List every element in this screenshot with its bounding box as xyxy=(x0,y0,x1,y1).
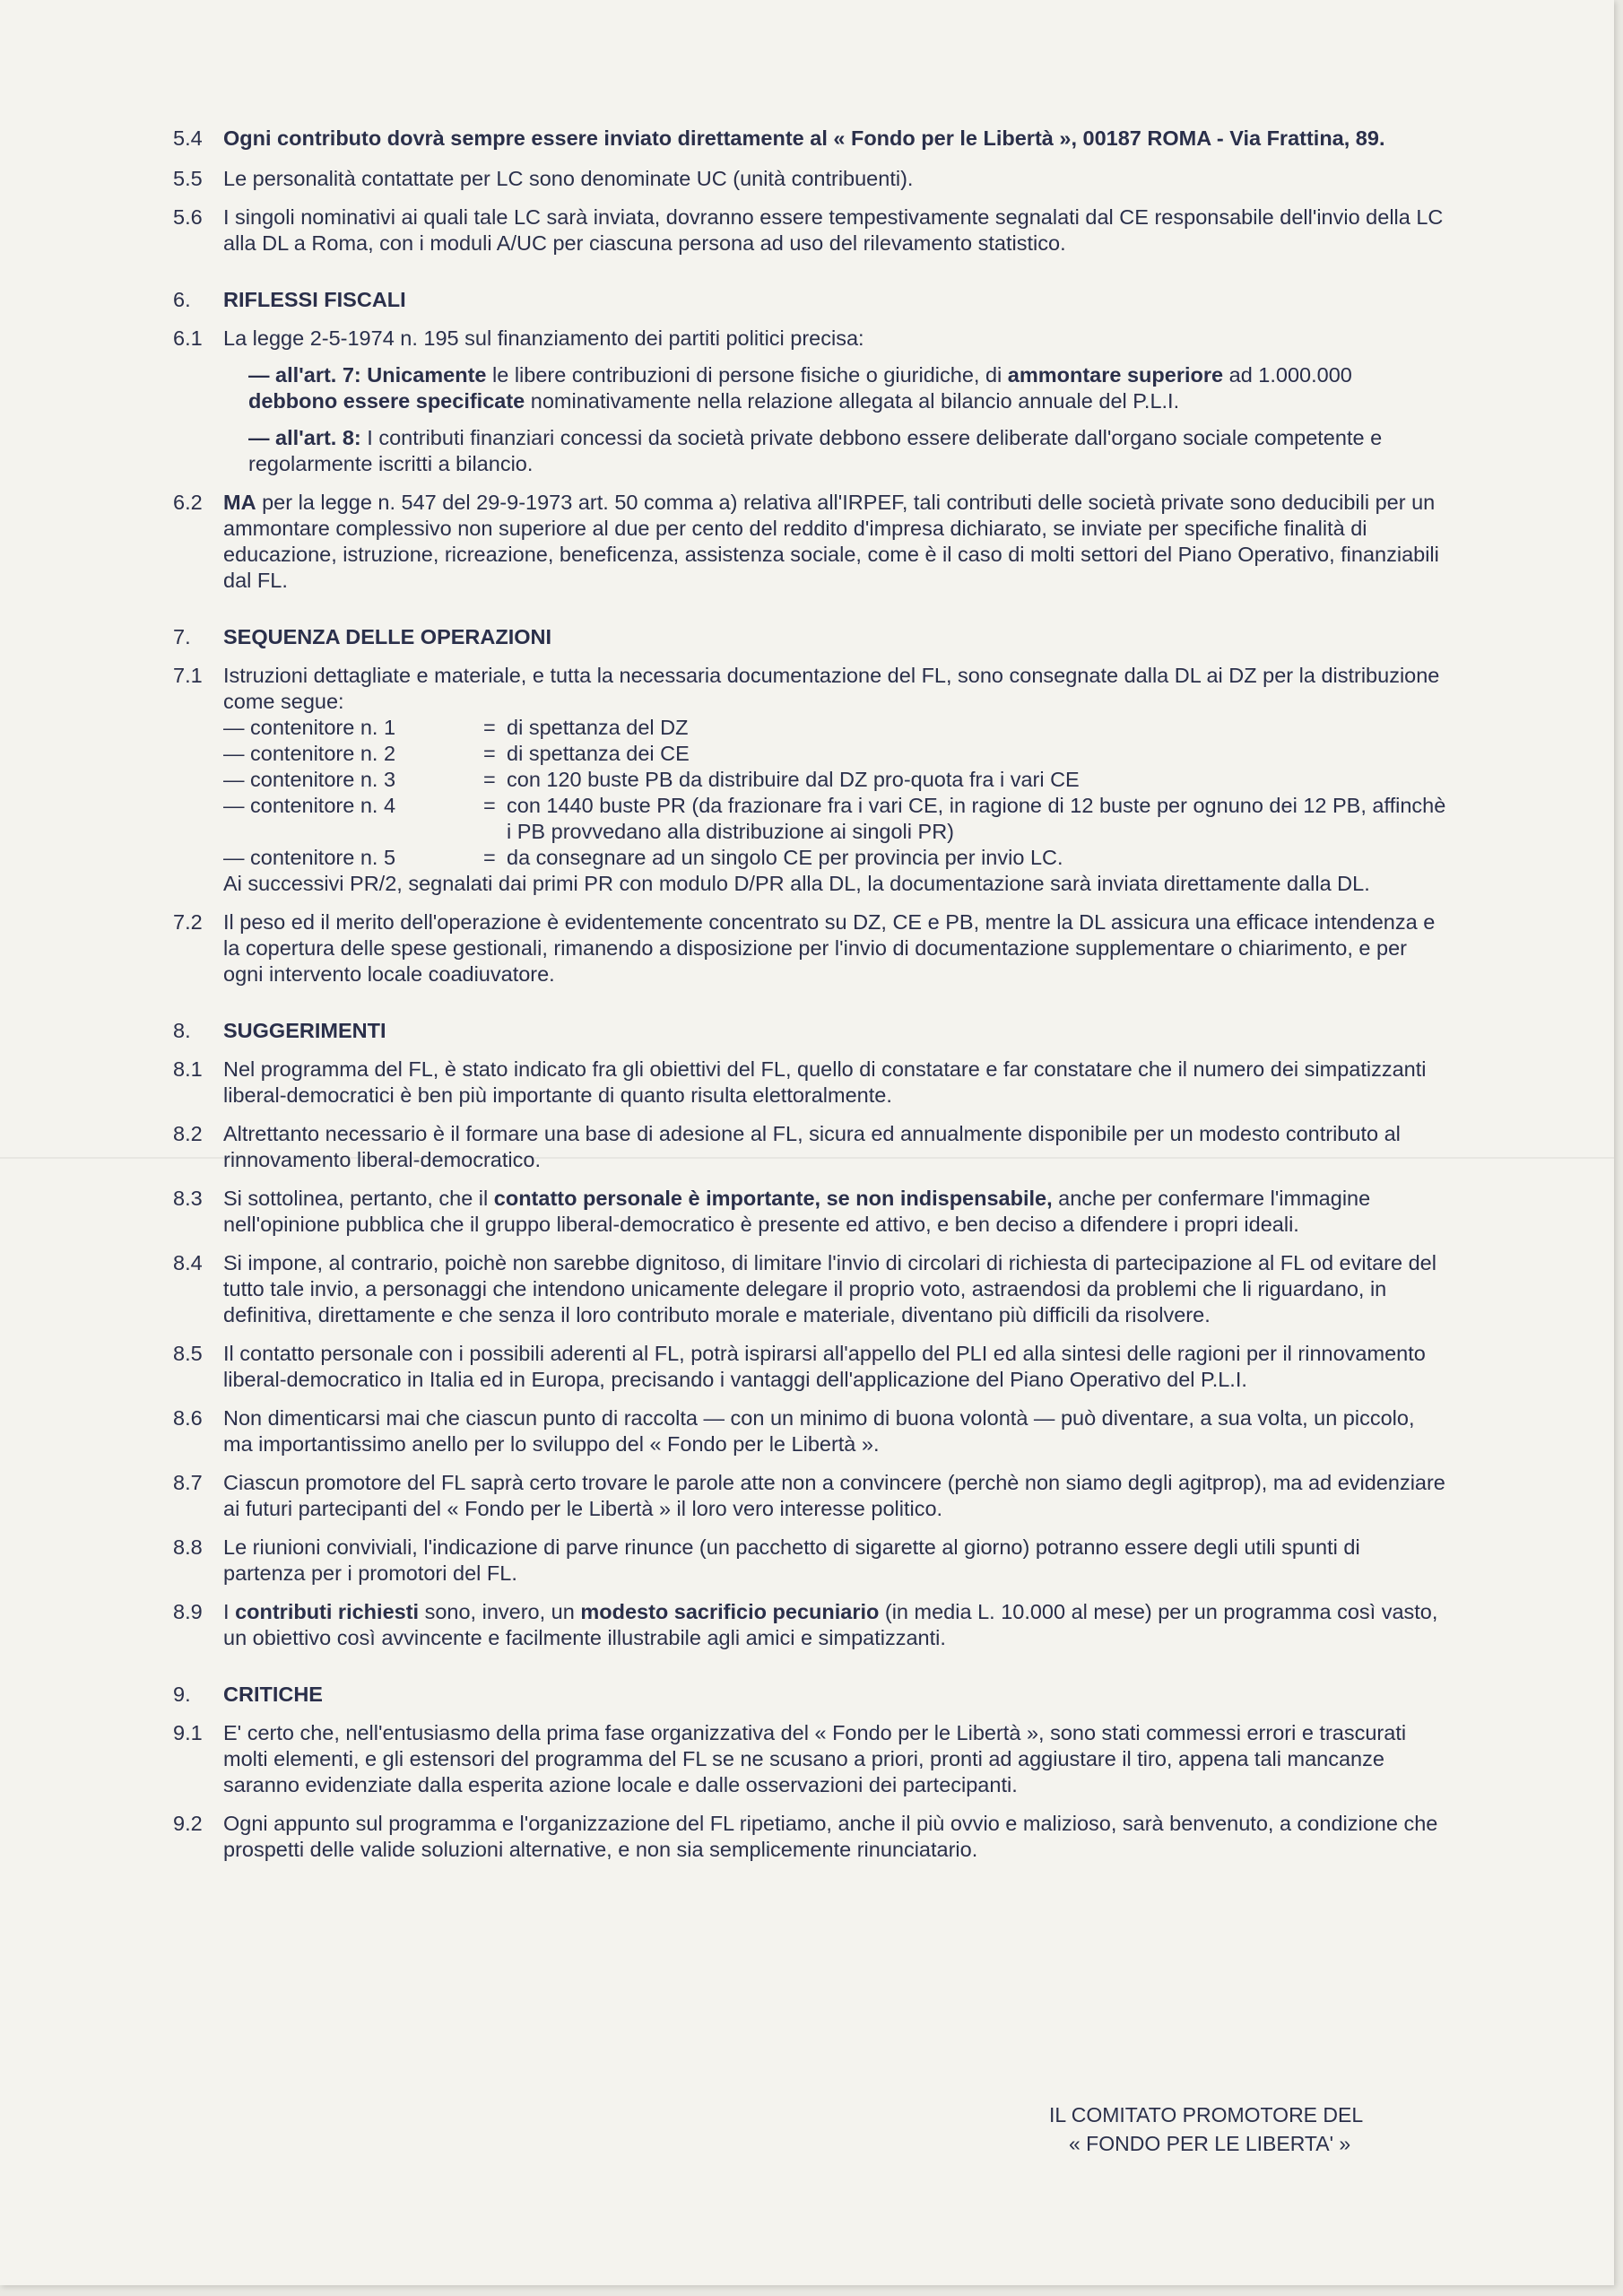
paragraph-text: Non dimenticarsi mai che ciascun punto di raccolta — con un minimo di buona volontà — può diventare, a sua volta, un piccolo, ma importantissimo anello per lo sviluppo del « Fondo per le Libertà ». xyxy=(223,1406,1415,1456)
paragraph-number: 5.4 xyxy=(173,126,203,150)
container-description: con 120 buste PB da distribuire dal DZ pro-quota fra i vari CE xyxy=(507,768,1080,791)
section-title: RIFLESSI FISCALI xyxy=(223,288,406,311)
paragraph-text: Le personalità contattate per LC sono denominate UC (unità contribuenti). xyxy=(223,167,914,190)
paragraph-9-2 xyxy=(173,1811,1446,1863)
article-8-text: I contributi finanziari concessi da società private debbono essere deliberate dall'organo sociale competente e regolarmente iscritti a bilancio. xyxy=(248,426,1383,475)
paragraph-text: La legge 2-5-1974 n. 195 sul finanziamento dei partiti politici precisa: xyxy=(223,326,864,350)
paragraph-text-a: Si sottolinea, pertanto, che il xyxy=(223,1187,494,1210)
paragraph-8-9 xyxy=(173,1599,1446,1651)
container-label: — contenitore n. 5 xyxy=(223,846,396,869)
container-description: di spettanza dei CE xyxy=(507,742,690,765)
paragraph-text-d: modesto sacrificio pecuniario xyxy=(580,1600,880,1623)
paragraph-text-c: sono, invero, un xyxy=(419,1600,581,1623)
signature-line-1: IL COMITATO PROMOTORE DEL xyxy=(1049,2103,1364,2126)
section-title: SUGGERIMENTI xyxy=(223,1019,386,1042)
signature-line-2: « FONDO PER LE LIBERTA' » xyxy=(1069,2132,1351,2155)
paragraph-number: 7.2 xyxy=(173,910,203,934)
paragraph-7-1 xyxy=(173,663,1446,897)
container-5-line xyxy=(223,845,1446,871)
paragraph-8-2 xyxy=(173,1121,1446,1173)
section-number: 6. xyxy=(173,288,191,311)
paragraph-number: 8.4 xyxy=(173,1251,203,1274)
container-3-line xyxy=(223,767,1446,793)
paragraph-text: Ciascun promotore del FL saprà certo trovare le parole atte non a convincere (perchè non siamo degli agitprop), ma ad evidenziare ai futuri partecipanti del « Fondo per le Libertà » il loro vero interesse politico. xyxy=(223,1471,1445,1520)
paragraph-8-5 xyxy=(173,1341,1446,1393)
paragraph-8-4 xyxy=(173,1250,1446,1328)
container-description: di spettanza del DZ xyxy=(507,716,689,739)
paragraph-text: Il peso ed il merito dell'operazione è evidentemente concentrato su DZ, CE e PB, mentre la DL assicura una efficace intendenza e la copertura delle spese gestionali, rimanendo a disposizione per l'invio di documentazione supplementare o chiarimento, e per ogni intervento locale coadiuvatore. xyxy=(223,910,1436,986)
paragraph-8-6 xyxy=(173,1405,1446,1457)
paragraph-number: 8.1 xyxy=(173,1057,203,1081)
equals-sign: = xyxy=(483,846,496,869)
paragraph-number: 5.6 xyxy=(173,205,203,229)
container-2-line xyxy=(223,741,1446,767)
paragraph-8-8 xyxy=(173,1535,1446,1587)
paragraph-number: 6.2 xyxy=(173,491,203,514)
section-number: 9. xyxy=(173,1683,191,1706)
section-heading-8 xyxy=(173,1018,1446,1044)
paragraph-text: Il contatto personale con i possibili aderenti al FL, potrà ispirarsi all'appello del PLI ed alla sintesi delle ragioni per il rinnovamento liberal-democratico in Italia ed in Europa, precisando i vantaggi dell'applicazione del Piano Operativo del P.L.I. xyxy=(223,1342,1426,1391)
paragraph-number: 8.9 xyxy=(173,1600,203,1623)
article-7-lead: — all'art. 7: Unicamente xyxy=(248,363,487,387)
signature-block xyxy=(1049,2100,1426,2158)
paragraph-number: 7.1 xyxy=(173,664,203,687)
equals-sign: = xyxy=(483,742,496,765)
paragraph-number: 8.8 xyxy=(173,1535,203,1559)
paragraph-text: Ogni appunto sul programma e l'organizzazione del FL ripetiamo, anche il più ovvio e malizioso, sarà benvenuto, a condizione che prospetti delle valide soluzioni alternative, e non sia semplicemente rinunciatario. xyxy=(223,1812,1438,1861)
container-label: — contenitore n. 3 xyxy=(223,768,396,791)
paragraph-text-e: (in media L. 10.000 al mese) per un programma così vasto, un obiettivo così avvincente e facilmente illustrabile agli amici e simpatizzanti. xyxy=(223,1600,1438,1649)
paragraph-lead: MA xyxy=(223,491,256,514)
paragraph-text: Le riunioni conviviali, l'indicazione di parve rinunce (un pacchetto di sigarette al giorno) potranno essere degli utili spunti di partenza per i promotori del FL. xyxy=(223,1535,1360,1585)
paragraph-number: 6.1 xyxy=(173,326,203,350)
article-8-item xyxy=(223,425,1446,477)
article-7-text-a: le libere contribuzioni di persone fisiche o giuridiche, di xyxy=(486,363,1008,387)
paragraph-number: 8.7 xyxy=(173,1471,203,1494)
section-title: CRITICHE xyxy=(223,1683,323,1706)
section-number: 8. xyxy=(173,1019,191,1042)
article-8-lead: — all'art. 8: xyxy=(248,426,361,449)
paragraph-text-b: contributi richiesti xyxy=(235,1600,420,1623)
equals-sign: = xyxy=(483,768,496,791)
paragraph-number: 8.3 xyxy=(173,1187,203,1210)
container-1-line xyxy=(223,715,1446,741)
paragraph-continuation: Ai successivi PR/2, segnalati dai primi PR con modulo D/PR alla DL, la documentazione sarà inviata direttamente dalla DL. xyxy=(223,872,1370,895)
paragraph-text: E' certo che, nell'entusiasmo della prima fase organizzativa del « Fondo per le Libertà », sono stati commessi errori e trascurati molti elementi, e gli estensori del programma del FL se ne scusano a priori, pronti ad aggiustare il tiro, appena tali mancanze saranno evidenziate dalla esperita azione locale e dalle osservazioni dei partecipanti. xyxy=(223,1721,1407,1796)
paragraph-5-5 xyxy=(173,166,1446,192)
paragraph-text: per la legge n. 547 del 29-9-1973 art. 50 comma a) relativa all'IRPEF, tali contributi delle società private sono deducibili per un ammontare complessivo non superiore al due per cento del reddito d'impresa dichiarato, se inviate per specifiche finalità di educazione, istruzione, ricreazione, beneficenza, assistenza sociale, come è il caso di molti settori del Piano Operativo, finanziabili dal FL. xyxy=(223,491,1439,592)
section-number: 7. xyxy=(173,625,191,648)
paragraph-text: Istruzioni dettagliate e materiale, e tutta la necessaria documentazione del FL, sono consegnate dalla DL ai DZ per la distribuzione come segue: xyxy=(223,664,1440,713)
container-description: da consegnare ad un singolo CE per provincia per invio LC. xyxy=(507,846,1063,869)
paragraph-number: 8.2 xyxy=(173,1122,203,1145)
paragraph-6-1 xyxy=(173,326,1446,477)
paragraph-text-c: anche per confermare l'immagine nell'opinione pubblica che il gruppo liberal-democratico è presente ed attivo, e ben deciso a difendere i propri ideali. xyxy=(223,1187,1371,1236)
article-7-text-e: nominativamente nella relazione allegata al bilancio annuale del P.L.I. xyxy=(525,389,1180,413)
container-label: — contenitore n. 1 xyxy=(223,716,396,739)
paragraph-8-3 xyxy=(173,1186,1446,1238)
paragraph-text: I singoli nominativi ai quali tale LC sarà inviata, dovranno essere tempestivamente segnalati dal CE responsabile dell'invio della LC alla DL a Roma, con i moduli A/UC per ciascuna persona ad uso del rilevamento statistico. xyxy=(223,205,1444,255)
container-description: con 1440 buste PR (da frazionare fra i vari CE, in ragione di 12 buste per ognuno dei 12 PB, affinchè i PB provvedano alla distribuzione ai singoli PR) xyxy=(507,794,1446,843)
article-7-text-b: ammontare superiore xyxy=(1007,363,1224,387)
paragraph-7-2 xyxy=(173,909,1446,987)
paragraph-text: Nel programma del FL, è stato indicato fra gli obiettivi del FL, quello di constatare e far constatare che il numero dei simpatizzanti liberal-democratici è ben più importante di quanto risulta elettoralmente. xyxy=(223,1057,1427,1107)
article-7-item xyxy=(223,362,1446,414)
paragraph-8-7 xyxy=(173,1470,1446,1522)
paragraph-number: 5.5 xyxy=(173,167,203,190)
paragraph-text: Si impone, al contrario, poichè non sarebbe dignitoso, di limitare l'invio di circolari di richiesta di partecipazione al FL od evitare del tutto tale invio, a personaggi che intendono unicamente delegare il proprio voto, astraendosi da problemi che li riguardano, in definitiva, direttamente e che senza il loro contributo morale e materiale, diventano più difficili da risolvere. xyxy=(223,1251,1436,1326)
container-label: — contenitore n. 4 xyxy=(223,794,396,817)
paragraph-number: 8.6 xyxy=(173,1406,203,1430)
container-label: — contenitore n. 2 xyxy=(223,742,396,765)
paragraph-9-1 xyxy=(173,1720,1446,1798)
paragraph-5-6 xyxy=(173,204,1446,257)
section-heading-6 xyxy=(173,287,1446,313)
paragraph-5-4 xyxy=(173,126,1446,152)
paragraph-number: 8.5 xyxy=(173,1342,203,1365)
paragraph-text: Altrettanto necessario è il formare una base di adesione al FL, sicura ed annualmente disponibile per un modesto contributo al rinnovamento liberal-democratico. xyxy=(223,1122,1401,1171)
paragraph-number: 9.1 xyxy=(173,1721,203,1744)
paragraph-6-2 xyxy=(173,490,1446,594)
paragraph-text: Ogni contributo dovrà sempre essere inviato direttamente al « Fondo per le Libertà », 00187 ROMA - Via Frattina, 89. xyxy=(223,126,1385,150)
paragraph-number: 9.2 xyxy=(173,1812,203,1835)
document-body xyxy=(173,126,1446,1875)
section-heading-9 xyxy=(173,1682,1446,1708)
section-title: SEQUENZA DELLE OPERAZIONI xyxy=(223,625,552,648)
container-4-line xyxy=(223,793,1446,845)
equals-sign: = xyxy=(483,794,496,817)
section-heading-7 xyxy=(173,624,1446,650)
article-7-text-c: ad 1.000.000 xyxy=(1223,363,1352,387)
paragraph-text-a: I xyxy=(223,1600,236,1623)
paragraph-8-1 xyxy=(173,1057,1446,1109)
article-7-text-d: debbono essere specificate xyxy=(248,389,525,413)
paragraph-text-b: contatto personale è importante, se non indispensabile, xyxy=(493,1187,1053,1210)
equals-sign: = xyxy=(483,716,496,739)
